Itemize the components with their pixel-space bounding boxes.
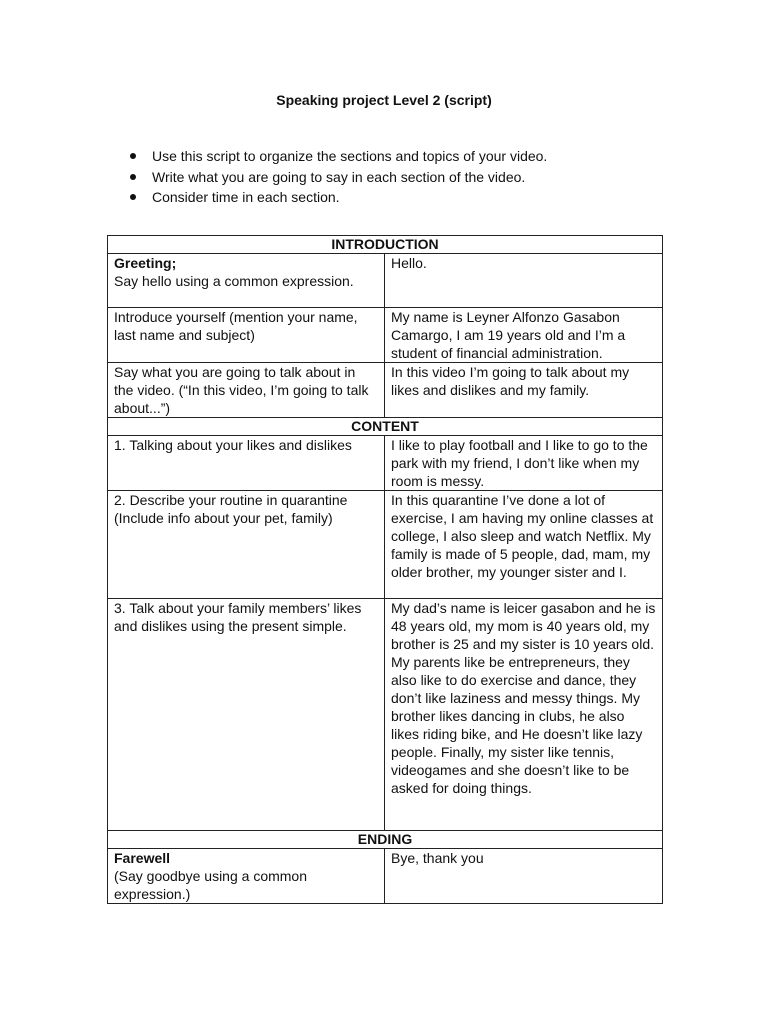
prompt-cell: [108, 363, 385, 418]
answer-paragraph-2: My parents like be entrepreneurs, they also like to do exercise and dance, they don’t like laziness and messy things. My brother likes dancing in clubs, he also likes riding bike, and He doesn’t like lazy people. Finally, my sister like tennis, videogames and she doesn’t like to be asked for doing things.: [391, 654, 643, 796]
answer-paragraph-1: My dad’s name is leicer gasabon and he is 48 years old, my mom is 40 years old, my brother is 25 and my sister is 10 years old.: [391, 600, 656, 652]
prompt-text: 2. Describe your routine in quarantine (Include info about your pet, family): [114, 492, 348, 526]
prompt-text: Say hello using a common expression.: [114, 273, 354, 289]
prompt-text: Introduce yourself (mention your name, last name and subject): [114, 309, 358, 343]
table-row: [108, 363, 663, 418]
table-row: [108, 308, 663, 363]
table-row: [108, 254, 663, 308]
ending-header: ENDING: [108, 831, 663, 849]
instruction-text: Use this script to organize the sections and topics of your video.: [152, 148, 548, 164]
greeting-title: Greeting;: [114, 255, 177, 271]
script-table: [107, 235, 663, 904]
table-row: [108, 436, 663, 491]
instruction-item: [130, 167, 547, 188]
prompt-cell: [108, 254, 385, 308]
answer-cell: [385, 849, 663, 904]
prompt-cell: [108, 491, 385, 599]
prompt-cell: [108, 308, 385, 363]
answer-text: In this quarantine I’ve done a lot of exercise, I am having my online classes at college, I also sleep and watch Netflix. My family is made of 5 people, dad, mam, my older brother, my younger sister and I.: [391, 492, 654, 580]
instruction-list: [130, 146, 547, 208]
answer-text: My name is Leyner Alfonzo Gasabon Camargo, I am 19 years old and I’m a student of financial administration.: [391, 309, 626, 361]
section-header-row: [108, 418, 663, 436]
content-header: CONTENT: [108, 418, 663, 436]
prompt-text: Say what you are going to talk about in the video. (“In this video, I’m going to talk about...”): [114, 364, 369, 416]
answer-text: I like to play football and I like to go to the park with my friend, I don’t like when my room is messy.: [391, 437, 648, 489]
prompt-text: 3. Talk about your family members’ likes and dislikes using the present simple.: [114, 600, 362, 634]
bullet-icon: [130, 174, 136, 180]
answer-text: Hello.: [391, 255, 427, 271]
bullet-icon: [130, 153, 136, 159]
prompt-text: 1. Talking about your likes and dislikes: [114, 437, 352, 453]
answer-cell: [385, 599, 663, 831]
answer-cell: [385, 308, 663, 363]
section-header-row: [108, 831, 663, 849]
prompt-text: (Say goodbye using a common expression.): [114, 868, 307, 902]
table-row: [108, 491, 663, 599]
prompt-cell: [108, 436, 385, 491]
section-header-row: [108, 236, 663, 254]
instruction-text: Write what you are going to say in each section of the video.: [152, 168, 526, 185]
answer-cell: [385, 436, 663, 491]
answer-cell: [385, 254, 663, 308]
instruction-text: Consider time in each section.: [152, 189, 340, 205]
prompt-cell: [108, 599, 385, 831]
table-row: [108, 599, 663, 831]
answer-cell: [385, 363, 663, 418]
answer-text: Bye, thank you: [391, 850, 484, 866]
table-row: [108, 849, 663, 904]
bullet-icon: [130, 194, 136, 200]
instruction-item: [130, 187, 547, 208]
answer-cell: [385, 491, 663, 599]
farewell-title: Farewell: [114, 850, 171, 866]
document-title: Speaking project Level 2 (script): [276, 92, 492, 108]
answer-text: In this video I’m going to talk about my likes and dislikes and my family.: [391, 364, 630, 398]
instruction-item: [130, 146, 547, 167]
introduction-header: INTRODUCTION: [108, 236, 663, 254]
prompt-cell: [108, 849, 385, 904]
